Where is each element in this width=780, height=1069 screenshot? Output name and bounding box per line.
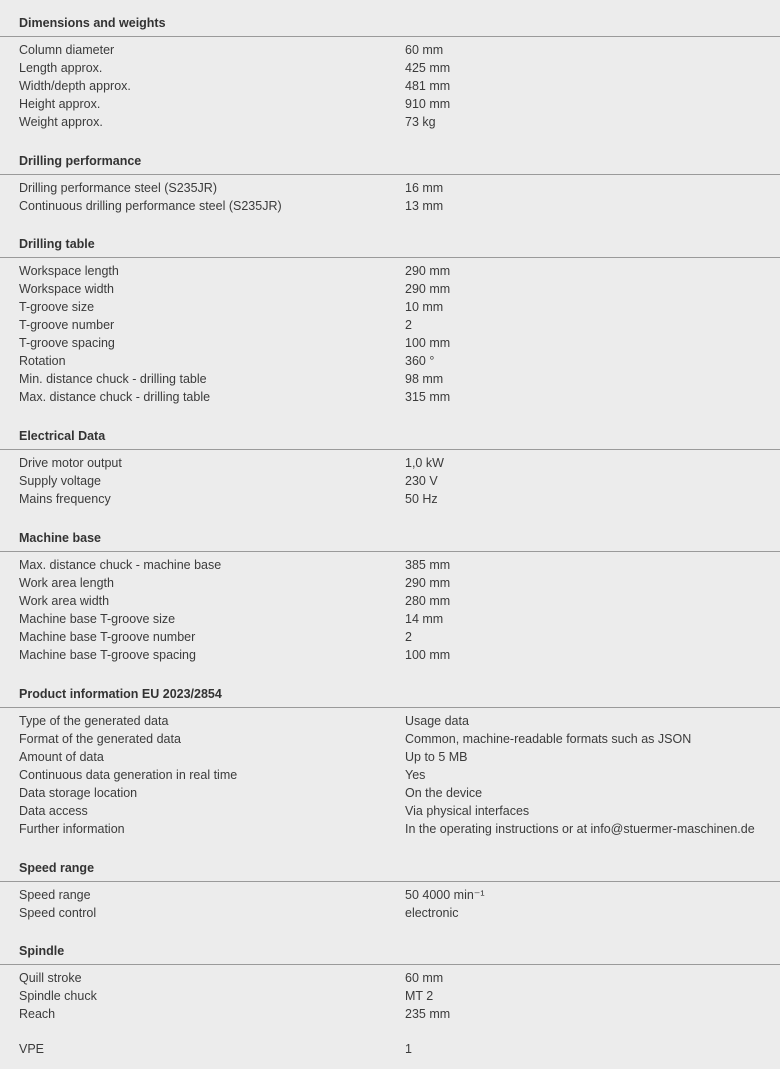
spec-label: T-groove spacing	[19, 336, 115, 350]
spec-value: 13 mm	[405, 199, 444, 213]
spec-value: 1,0 kW	[405, 456, 444, 470]
spec-value: 910 mm	[405, 97, 451, 111]
spec-value: Up to 5 MB	[405, 750, 468, 764]
section-divider	[0, 964, 780, 965]
spec-value: 50 Hz	[405, 492, 438, 506]
spec-label: Speed control	[19, 906, 97, 920]
spec-value: 10 mm	[405, 300, 444, 314]
spec-label: T-groove size	[19, 300, 95, 314]
spec-row	[0, 491, 780, 509]
spec-label: Continuous data generation in real time	[19, 768, 238, 782]
spec-row	[0, 785, 780, 803]
spec-value: 230 V	[405, 474, 438, 488]
spec-value: 481 mm	[405, 79, 451, 93]
spec-label: Data access	[19, 804, 88, 818]
spec-value: 235 mm	[405, 1007, 451, 1021]
spec-row	[0, 647, 780, 665]
spec-value: 290 mm	[405, 264, 451, 278]
spec-label: Continuous drilling performance steel (S235JR)	[19, 199, 282, 213]
spec-row	[0, 593, 780, 611]
spec-label: Length approx.	[19, 61, 103, 75]
spec-label: Data storage location	[19, 786, 138, 800]
spec-row	[0, 611, 780, 629]
spec-label: Max. distance chuck - drilling table	[19, 390, 211, 404]
spec-value: 2	[405, 318, 412, 332]
spec-label: Quill stroke	[19, 971, 82, 985]
spec-label: Width/depth approx.	[19, 79, 131, 93]
spec-row	[0, 629, 780, 647]
spec-label: Amount of data	[19, 750, 104, 764]
spec-value: MT 2	[405, 989, 434, 1003]
spec-label: Machine base T-groove number	[19, 630, 196, 644]
spec-row	[0, 887, 780, 905]
section-divider	[0, 551, 780, 552]
spec-label: Workspace length	[19, 264, 119, 278]
spec-value: 290 mm	[405, 576, 451, 590]
spec-label: Max. distance chuck - machine base	[19, 558, 222, 572]
spec-row	[0, 299, 780, 317]
vpe-row	[0, 1041, 780, 1059]
section-divider	[0, 257, 780, 258]
spec-label: Rotation	[19, 354, 66, 368]
spec-value: 360 °	[405, 354, 435, 368]
spec-label: Weight approx.	[19, 115, 103, 129]
spec-row	[0, 281, 780, 299]
spec-label: Drilling performance steel (S235JR)	[19, 181, 217, 195]
spec-label: Workspace width	[19, 282, 114, 296]
spec-label: Speed range	[19, 888, 91, 902]
spec-row	[0, 353, 780, 371]
spec-row	[0, 198, 780, 216]
spec-label: Mains frequency	[19, 492, 111, 506]
spec-row	[0, 180, 780, 198]
spec-label: Machine base T-groove size	[19, 612, 176, 626]
spec-row	[0, 473, 780, 491]
spec-value: 315 mm	[405, 390, 451, 404]
spec-row	[0, 767, 780, 785]
section-title: Electrical Data	[19, 429, 106, 443]
spec-value: 385 mm	[405, 558, 451, 572]
spec-label: T-groove number	[19, 318, 115, 332]
spec-label: Supply voltage	[19, 474, 102, 488]
spec-value: On the device	[405, 786, 483, 800]
spec-value: Usage data	[405, 714, 469, 728]
spec-row	[0, 455, 780, 473]
spec-row	[0, 749, 780, 767]
spec-value: 50 4000 min⁻¹	[405, 888, 485, 902]
spec-value: 290 mm	[405, 282, 451, 296]
spec-label: Work area length	[19, 576, 114, 590]
spec-label: Height approx.	[19, 97, 101, 111]
spec-row	[0, 42, 780, 60]
section-title: Dimensions and weights	[19, 16, 166, 30]
spec-label: Format of the generated data	[19, 732, 181, 746]
spec-row	[0, 60, 780, 78]
spec-value: 2	[405, 630, 412, 644]
spec-value: Yes	[405, 768, 426, 782]
spec-value: 14 mm	[405, 612, 444, 626]
spec-value: Via physical interfaces	[405, 804, 530, 818]
spec-row	[0, 713, 780, 731]
section-divider	[0, 36, 780, 37]
spec-label: VPE	[19, 1042, 45, 1056]
spec-row	[0, 988, 780, 1006]
spec-value: electronic	[405, 906, 459, 920]
spec-label: Work area width	[19, 594, 110, 608]
spec-row	[0, 263, 780, 281]
spec-label: Machine base T-groove spacing	[19, 648, 196, 662]
section-divider	[0, 707, 780, 708]
spec-row	[0, 96, 780, 114]
spec-row	[0, 389, 780, 407]
spec-row	[0, 731, 780, 749]
spec-row	[0, 803, 780, 821]
spec-row	[0, 1006, 780, 1024]
section-title: Drilling table	[19, 237, 95, 251]
spec-value: Common, machine-readable formats such as JSON	[405, 732, 692, 746]
spec-row	[0, 575, 780, 593]
spec-value: 73 kg	[405, 115, 436, 129]
section-divider	[0, 881, 780, 882]
spec-value: 98 mm	[405, 372, 444, 386]
spec-row	[0, 905, 780, 923]
spec-label: Column diameter	[19, 43, 115, 57]
spec-value: 280 mm	[405, 594, 451, 608]
spec-label: Type of the generated data	[19, 714, 169, 728]
section-divider	[0, 174, 780, 175]
section-title: Machine base	[19, 531, 101, 545]
spec-row	[0, 317, 780, 335]
spec-label: Min. distance chuck - drilling table	[19, 372, 207, 386]
section-title: Product information EU 2023/2854	[19, 687, 222, 701]
spec-value: 60 mm	[405, 971, 444, 985]
spec-row	[0, 557, 780, 575]
spec-value: In the operating instructions or at info@stuermer-maschinen.de	[405, 822, 755, 836]
spec-row	[0, 78, 780, 96]
spec-value: 60 mm	[405, 43, 444, 57]
spec-row	[0, 335, 780, 353]
section-title: Speed range	[19, 861, 95, 875]
spec-label: Spindle chuck	[19, 989, 97, 1003]
section-title: Drilling performance	[19, 154, 142, 168]
section-title: Spindle	[19, 944, 65, 958]
spec-row	[0, 114, 780, 132]
spec-label: Further information	[19, 822, 125, 836]
spec-value: 16 mm	[405, 181, 444, 195]
spec-value: 1	[405, 1042, 412, 1056]
section-divider	[0, 449, 780, 450]
spec-label: Drive motor output	[19, 456, 122, 470]
spec-row	[0, 970, 780, 988]
spec-value: 425 mm	[405, 61, 451, 75]
spec-row	[0, 371, 780, 389]
spec-value: 100 mm	[405, 648, 451, 662]
spec-label: Reach	[19, 1007, 56, 1021]
spec-value: 100 mm	[405, 336, 451, 350]
spec-row	[0, 821, 780, 839]
